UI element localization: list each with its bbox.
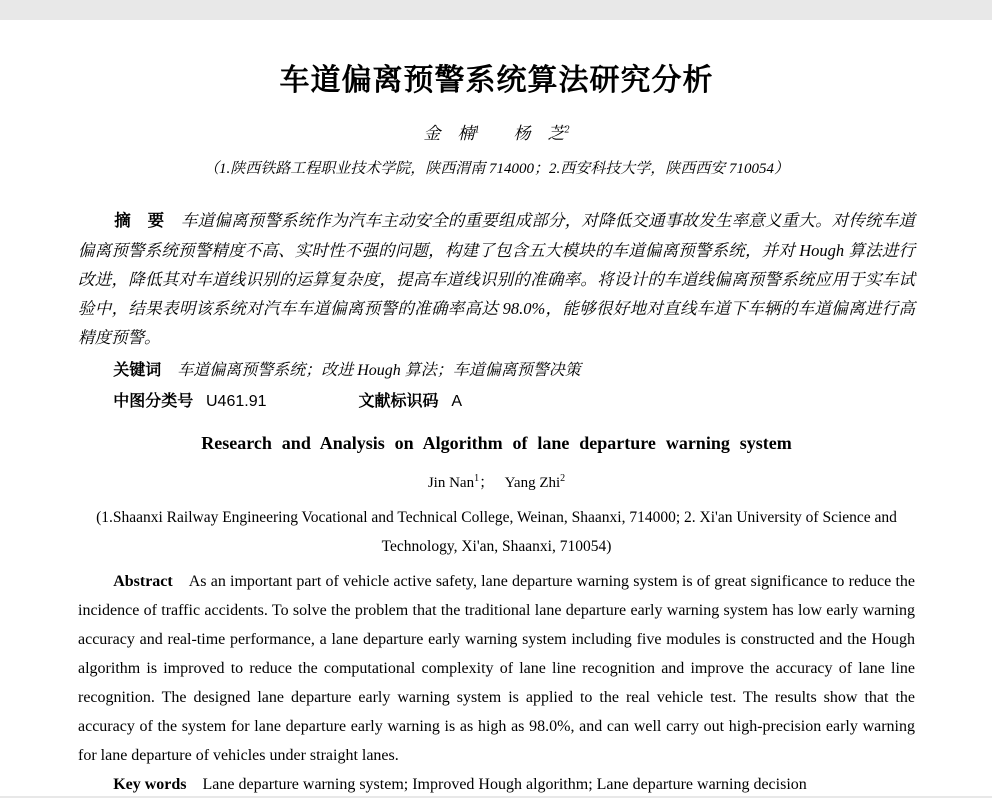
paper-page xyxy=(0,20,992,796)
english-keywords-line xyxy=(78,772,915,798)
author-name: 杨 芝 xyxy=(513,124,565,144)
english-abstract-label: Abstract xyxy=(113,573,173,591)
english-affiliation: (1.Shaanxi Railway Engineering Vocational and Technical College, Weinan, Shaanxi, 714000; 2. Xi'an University of Science and Technology, Xi'an, Shaanxi, 710054) xyxy=(96,509,897,556)
author-superscript: 2 xyxy=(560,473,566,485)
english-authors-line xyxy=(78,471,915,495)
author-name: Jin Nan xyxy=(427,475,475,492)
chinese-authors-line xyxy=(78,122,915,146)
document-code-label: 文献标识码 xyxy=(358,393,439,411)
english-abstract xyxy=(78,567,915,770)
english-abstract-text: As an important part of vehicle active safety, lane departure warning system is of great significance to reduce the incidence of traffic accidents. To solve the problem that the traditional lane departure early warning system has low early warning accuracy and real-time performance, a lane departure early warning system including five modules is constructed and the Hough algorithm is improved to reduce the computational complexity of lane line recognition and improve the accuracy of lane line recognition. The designed lane departure early warning system is applied to the real vehicle test. The results show that the accuracy of the system for lane departure early warning is as high as 98.0%, and can well carry out high-precision early warning for lane departure of vehicles under straight lanes. xyxy=(78,573,915,765)
authors-separator: ； xyxy=(479,475,495,492)
chinese-abstract-label: 摘 要 xyxy=(114,212,165,231)
chinese-keywords-text: 车道偏离预警系统；改进 Hough 算法；车道偏离预警决策 xyxy=(177,362,581,380)
author-superscript: 1 xyxy=(474,124,480,136)
author-en-1 xyxy=(428,475,479,491)
chinese-affiliation: （1.陕西铁路工程职业技术学院，陕西渭南 714000；2.西安科技大学，陕西西安 710054） xyxy=(203,161,789,178)
chinese-keywords-label: 关键词 xyxy=(113,362,162,380)
document-code-value: A xyxy=(451,393,462,411)
chinese-title: 车道偏离预警系统算法研究分析 xyxy=(279,64,714,98)
author-en-2 xyxy=(505,475,566,491)
english-keywords-text: Lane departure warning system; Improved Hough algorithm; Lane departure warning decision xyxy=(202,776,807,794)
english-title: Research and Analysis on Algorithm of lane departure warning system xyxy=(201,433,792,454)
author-name: Yang Zhi xyxy=(504,475,561,492)
chinese-abstract xyxy=(78,206,915,352)
author-cn-1 xyxy=(424,124,480,143)
author-superscript: 2 xyxy=(564,124,570,136)
author-superscript: 1 xyxy=(474,473,480,485)
chinese-keywords-line xyxy=(78,356,915,385)
author-cn-2 xyxy=(514,124,570,143)
clc-label: 中图分类号 xyxy=(113,393,194,411)
clc-value: U461.91 xyxy=(206,393,267,411)
chinese-abstract-text: 车道偏离预警系统作为汽车主动安全的重要组成部分，对降低交通事故发生率意义重大。对传统车道偏离预警系统预警精度不高、实时性不强的问题，构建了包含五大模块的车道偏离预警系统，并对 Hough 算法进行改进，降低其对车道线识别的运算复杂度，提高车道线识别的准确率。将设计的车道线偏离预警系统应用于实车试验中，结果表明该系统对汽车车道偏离预警的准确率高达 98.0%，能够很好地对直线车道下车辆的车道偏离进行高精度预警。 xyxy=(78,211,916,348)
english-keywords-label: Key words xyxy=(113,776,187,794)
classification-line xyxy=(78,387,915,416)
author-name: 金 楠 xyxy=(423,124,475,144)
